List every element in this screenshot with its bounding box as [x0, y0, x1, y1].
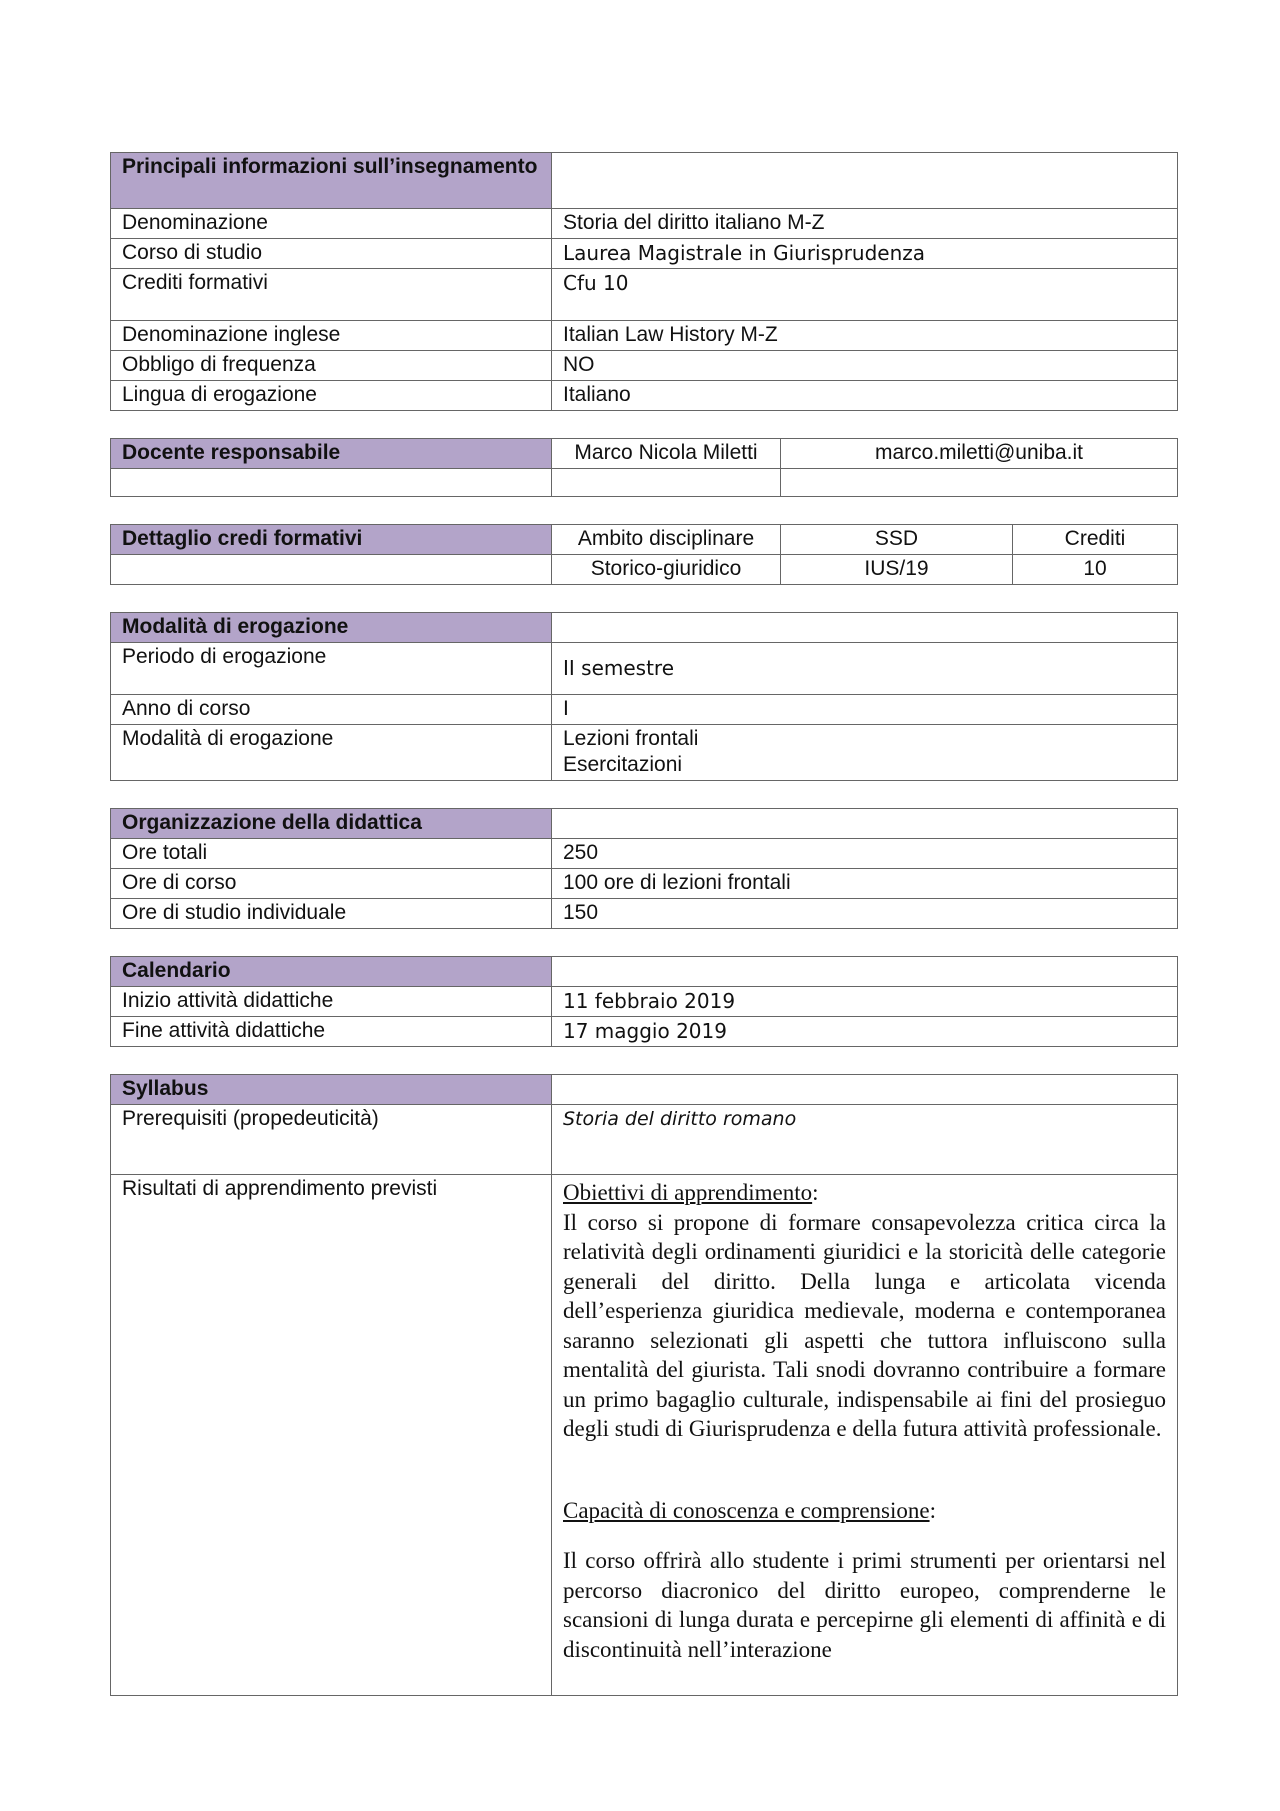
label-ore-totali: Ore totali	[111, 839, 552, 869]
obiettivi-heading: Obiettivi di apprendimento	[563, 1180, 813, 1205]
crediti-value-ambito: Storico-giuridico	[552, 555, 781, 585]
value-crediti-formativi: Cfu 10	[552, 269, 1178, 321]
value-ore-studio-individuale: 150	[552, 899, 1178, 929]
label-ore-studio-individuale: Ore di studio individuale	[111, 899, 552, 929]
crediti-header-crediti: Crediti	[1013, 525, 1178, 555]
value-obbligo-frequenza: NO	[552, 351, 1178, 381]
syllabus-title: Syllabus	[111, 1075, 552, 1105]
calendario-table	[110, 956, 1178, 1047]
docente-empty-1	[111, 469, 552, 497]
capacita-heading: Capacità di conoscenza e comprensione	[563, 1497, 930, 1523]
value-ore-totali: 250	[552, 839, 1178, 869]
modalita-title: Modalità di erogazione	[111, 613, 552, 643]
label-denominazione-inglese: Denominazione inglese	[111, 321, 552, 351]
info-title: Principali informazioni sull’insegnamento	[111, 153, 552, 209]
crediti-title: Dettaglio credi formativi	[111, 525, 552, 555]
value-esercitazioni: Esercitazioni	[563, 753, 683, 776]
calendario-title-empty	[552, 957, 1178, 987]
crediti-header-ssd: SSD	[781, 525, 1013, 555]
didattica-title-empty	[552, 809, 1178, 839]
value-inizio-attivita: 11 febbraio 2019	[552, 987, 1178, 1017]
didattica-table	[110, 808, 1178, 929]
value-denominazione-inglese: Italian Law History M-Z	[552, 321, 1178, 351]
label-corso-di-studio: Corso di studio	[111, 239, 552, 269]
label-obbligo-frequenza: Obbligo di frequenza	[111, 351, 552, 381]
label-prerequisiti: Prerequisiti (propedeuticità)	[111, 1105, 552, 1175]
value-ore-di-corso: 100 ore di lezioni frontali	[552, 869, 1178, 899]
syllabus-table	[110, 1074, 1178, 1696]
value-modalita-erogazione	[552, 725, 1178, 781]
label-anno-di-corso: Anno di corso	[111, 695, 552, 725]
docente-title: Docente responsabile	[111, 439, 552, 469]
didattica-title: Organizzazione della didattica	[111, 809, 552, 839]
syllabus-title-empty	[552, 1075, 1178, 1105]
value-lezioni-frontali: Lezioni frontali	[563, 727, 699, 750]
capacita-text: Il corso offrirà allo studente i primi strumenti per orientarsi nel percorso diacronico del diritto europeo, comprenderne le scansioni di lunga durata e percepirne gli elementi di affinità e di discontinuità nell’interazione	[563, 1548, 1166, 1662]
docente-empty-2	[552, 469, 781, 497]
value-corso-di-studio: Laurea Magistrale in Giurisprudenza	[552, 239, 1178, 269]
docente-name: Marco Nicola Miletti	[552, 439, 781, 469]
value-anno-di-corso: I	[552, 695, 1178, 725]
docente-email: marco.miletti@uniba.it	[781, 439, 1178, 469]
crediti-value-ssd: IUS/19	[781, 555, 1013, 585]
label-risultati-apprendimento: Risultati di apprendimento previsti	[111, 1175, 552, 1696]
info-title-empty	[552, 153, 1178, 209]
label-denominazione: Denominazione	[111, 209, 552, 239]
crediti-empty	[111, 555, 552, 585]
crediti-header-ambito: Ambito disciplinare	[552, 525, 781, 555]
value-prerequisiti: Storia del diritto romano	[552, 1105, 1178, 1175]
value-periodo-erogazione: II semestre	[552, 643, 1178, 695]
docente-empty-3	[781, 469, 1178, 497]
label-ore-di-corso: Ore di corso	[111, 869, 552, 899]
label-fine-attivita: Fine attività didattiche	[111, 1017, 552, 1047]
value-risultati-apprendimento: Obiettivi di apprendimento: Il corso si propone di formare consapevolezza critica circa la relatività degli ordinamenti giuridici e la storicità delle categorie generali del diritto. Della lunga e articolata vicenda dell’esperienza giuridica medievale, moderna e contemporanea saranno selezionati gli aspetti che tuttora influiscono sulla mentalità del giurista. Tali snodi dovranno contribuire a formare un primo bagaglio culturale, indispensabile ai fini del prosieguo degli studi di Giurisprudenza e della futura attività professionale. Capacità di conoscenza e comprensione: Il corso offrirà allo studente i primi strumenti per orientarsi nel percorso diacronico del diritto europeo, comprenderne le scansioni di lunga durata e percepirne gli elementi di affinità e di discontinuità nell’interazione	[552, 1175, 1178, 1696]
calendario-title: Calendario	[111, 957, 552, 987]
crediti-value-crediti: 10	[1013, 555, 1178, 585]
docente-table	[110, 438, 1178, 497]
label-lingua-erogazione: Lingua di erogazione	[111, 381, 552, 411]
label-modalita-erogazione: Modalità di erogazione	[111, 725, 552, 781]
modalita-table	[110, 612, 1178, 781]
label-inizio-attivita: Inizio attività didattiche	[111, 987, 552, 1017]
value-fine-attivita: 17 maggio 2019	[552, 1017, 1178, 1047]
label-crediti-formativi: Crediti formativi	[111, 269, 552, 321]
course-sheet	[110, 152, 1177, 1696]
value-denominazione: Storia del diritto italiano M-Z	[552, 209, 1178, 239]
crediti-table	[110, 524, 1178, 585]
obiettivi-text: Il corso si propone di formare consapevolezza critica circa la relatività degli ordinamenti giuridici e la storicità delle categorie generali del diritto. Della lunga e articolata vicenda dell’esperienza giuridica medievale, moderna e contemporanea saranno selezionati gli aspetti che tuttora influiscono sulla mentalità del giurista. Tali snodi dovranno contribuire a formare un primo bagaglio culturale, indispensabile ai fini del prosieguo degli studi di Giurisprudenza e della futura attività professionale.	[563, 1209, 1166, 1441]
info-table	[110, 152, 1178, 411]
modalita-title-empty	[552, 613, 1178, 643]
value-lingua-erogazione: Italiano	[552, 381, 1178, 411]
label-periodo-erogazione: Periodo di erogazione	[111, 643, 552, 695]
